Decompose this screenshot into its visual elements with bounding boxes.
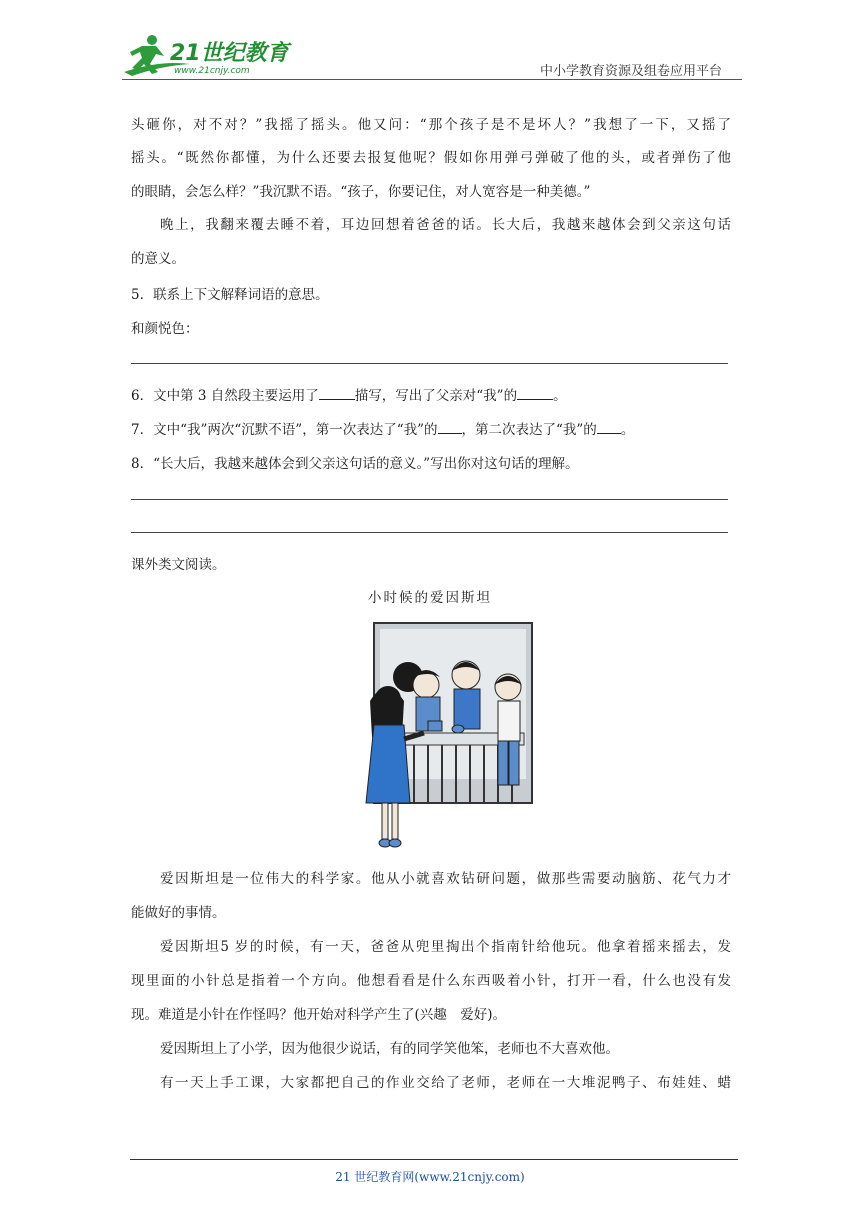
question-8: 8．“长大后，我越来越体会到父亲这句话的意义。”写出你对这句话的理解。 <box>131 456 579 472</box>
passage2-line: 现里面的小针总是指着一个方向。他想看看是什么东西吸着小针，打开一看，什么也没有发 <box>131 973 731 989</box>
question-6-part-b: 描写，写出了父亲对“我”的 <box>354 388 518 404</box>
passage2-line: 爱因斯坦上了小学，因为他很少说话，有的同学笑他笨，老师也不大喜欢他。 <box>160 1041 619 1057</box>
logo-text: 21世纪教育 <box>170 41 289 66</box>
question-6 <box>131 384 567 404</box>
passage-line: 摇头。“既然你都懂，为什么还要去报复他呢？假如你用弹弓弹破了他的头，或者弹伤了他 <box>131 150 731 166</box>
answer-line-q8-1[interactable] <box>131 499 728 500</box>
passage-line: 头砸你，对不对？”我摇了摇头。他又问：“那个孩子是不是坏人？”我想了一下，又摇了 <box>131 117 731 133</box>
question-7-part-b: ，第二次表达了“我”的 <box>461 422 597 438</box>
blank-q6-1[interactable] <box>319 387 355 400</box>
logo-21cnjy <box>120 30 295 82</box>
blank-q6-2[interactable] <box>517 387 553 400</box>
platform-name: 中小学教育资源及组卷应用平台 <box>540 64 723 79</box>
passage-line: 晚上，我翻来覆去睡不着，耳边回想着爸爸的话。长大后，我越来越体会到父亲这句话 <box>160 217 731 233</box>
question-7 <box>131 418 634 438</box>
passage2-line: 有一天上手工课，大家都把自己的作业交给了老师，老师在一大堆泥鸭子、布娃娃、蜡 <box>160 1075 731 1091</box>
answer-line-q5[interactable] <box>131 363 728 364</box>
children-compass-illustration <box>358 615 534 853</box>
passage-line: 的眼睛，会怎么样？”我沉默不语。“孩子，你要记住，对人宽容是一种美德。” <box>131 184 591 200</box>
question-7-part-c: 。 <box>620 422 635 438</box>
footer-site[interactable]: 21 世纪教育网(www.21cnjy.com) <box>335 1170 525 1184</box>
blank-q7-1[interactable] <box>438 421 462 434</box>
passage2-line: 能做好的事情。 <box>131 905 226 921</box>
question-5: 5．联系上下文解释词语的意思。 <box>131 287 329 303</box>
passage-line: 的意义。 <box>131 251 185 267</box>
passage2-line: 爱因斯坦5 岁的时候，有一天，爸爸从兜里掏出个指南针给他玩。他拿着摇来摇去，发 <box>160 939 731 955</box>
question-7-part-a: 7．文中“我”两次“沉默不语”，第一次表达了“我”的 <box>131 422 438 438</box>
footer-divider <box>130 1159 738 1160</box>
header-divider <box>122 79 742 80</box>
blank-q7-2[interactable] <box>597 421 621 434</box>
question-6-part-a: 6．文中第 3 自然段主要运用了 <box>131 388 319 404</box>
section-heading: 课外类文阅读。 <box>131 557 226 573</box>
answer-line-q8-2[interactable] <box>131 532 728 533</box>
question-5-term: 和颜悦色： <box>131 321 199 337</box>
passage2-line: 现。难道是小针在作怪吗？他开始对科学产生了(兴趣 爱好)。 <box>131 1007 507 1023</box>
question-6-part-c: 。 <box>553 388 567 404</box>
passage-title: 小时候的爱因斯坦 <box>368 590 492 606</box>
logo-url: www.21cnjy.com <box>174 66 250 76</box>
passage2-line: 爱因斯坦是一位伟大的科学家。他从小就喜欢钻研问题，做那些需要动脑筋、花气力才 <box>160 871 731 887</box>
